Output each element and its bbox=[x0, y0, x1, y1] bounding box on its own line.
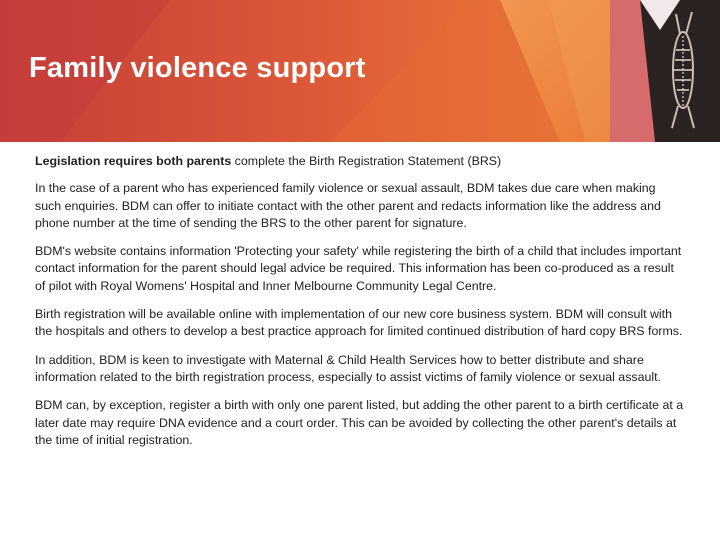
page-title: Family violence support bbox=[29, 52, 366, 84]
intro-bold-text: Legislation requires both parents bbox=[35, 154, 232, 168]
paragraph: Birth registration will be available online with implementation of our new core business system. BDM will consult with the hospitals and others to develop a best practice approach for limited continued distribution of hard copy BRS forms. bbox=[35, 307, 683, 339]
paragraph: BDM can, by exception, register a birth with only one parent listed, but adding the other parent to a birth certificate at a later date may require DNA evidence and a court order. This can be avoided by collecting the other parent's details at the time of initial registration. bbox=[35, 398, 684, 447]
intro-paragraph bbox=[35, 153, 685, 170]
paragraph: In addition, BDM is keen to investigate with Maternal & Child Health Services how to better distribute and share information related to the birth registration process, especially to assist victims of family violence or sexual assault. bbox=[35, 352, 661, 384]
paragraph: BDM's website contains information 'Protecting your safety' while registering the birth of a child that includes important contact information for the parent should legal advice be required. This information has been co-produced as a result of pilot with Royal Womens' Hospital and Inner Melbourne Community Legal Centre. bbox=[35, 244, 682, 293]
body-text bbox=[35, 153, 685, 460]
intro-rest-text: complete the Birth Registration Statement (BRS) bbox=[231, 154, 502, 168]
paragraph: In the case of a parent who has experienced family violence or sexual assault, BDM takes due care when making such enquiries. BDM can offer to initiate contact with the other parent and redacts information like the address and phone number at the time of sending the BRS to the other parent for signature. bbox=[35, 181, 661, 230]
